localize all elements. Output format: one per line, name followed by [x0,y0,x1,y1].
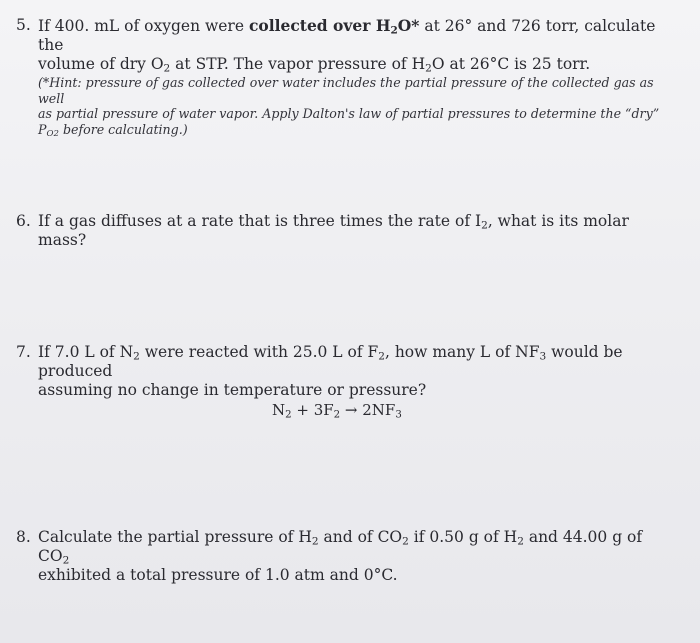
text-segment: before calculating.) [58,121,188,137]
question-8 [16,528,676,585]
question-7 [16,343,676,420]
question-5-row [16,16,676,137]
subscript: 2 [311,535,319,548]
reaction-equation [38,401,676,420]
subscript: 2 [402,535,409,548]
subscript: O2 [46,128,59,139]
text-segment: N [272,401,286,419]
text-segment: O at 26°C is 25 torr. [431,55,591,73]
text-segment: at STP. The vapor pressure of H [170,55,426,73]
text-segment: , how many L of NF [384,343,540,361]
question-6 [16,212,676,250]
text-segment: If a gas diffuses at a rate that is three times the rate of I [38,212,482,230]
text-segment: P [38,121,47,137]
question-7-line-2: assuming no change in temperature or pressure? [38,381,427,399]
question-number: 5. [16,16,31,34]
text-segment: collected over H [248,16,391,35]
question-7-line-1 [38,343,676,381]
text-segment: , what is its molar mass? [38,212,629,249]
question-number: 8. [16,528,31,546]
question-5-body [38,16,676,137]
text-segment: O* [397,16,420,35]
subscript: 2 [62,554,70,567]
subscript: 2 [333,409,341,421]
question-5-hint [38,75,676,137]
question-5-line-1 [38,16,676,55]
question-number: 7. [16,343,31,361]
subscript: 2 [133,350,140,363]
question-8-row [16,528,676,585]
question-7-row [16,343,676,420]
text-segment: and 44.00 g of CO [38,528,643,565]
bold-phrase [249,16,419,35]
question-7-body [38,343,676,420]
subscript: 2 [285,409,292,421]
question-number: 6. [16,212,31,230]
text-segment: and of CO [318,528,403,546]
subscript: 3 [395,409,402,421]
question-8-line-1 [38,528,676,566]
text-segment: If 7.0 L of N [38,343,134,361]
text-segment: if 0.50 g of H [408,528,518,546]
question-6-row [16,212,676,250]
subscript: 2 [390,24,398,37]
question-8-body [38,528,676,585]
subscript: 2 [163,62,171,75]
text-segment: Calculate the partial pressure of H [38,528,312,546]
question-6-body [38,212,676,250]
question-8-line-2: exhibited a total pressure of 1.0 atm and 0°C. [38,566,398,584]
subscript: 2 [378,350,385,363]
text-segment: at 26° and 726 torr, calculate the [38,17,656,54]
text-segment: were reacted with 25.0 L of F [139,343,379,361]
hint-line-3 [38,122,676,138]
text-segment: + 3F [291,401,334,419]
reaction-arrow: → 2NF [340,401,396,419]
subscript: 2 [517,535,524,548]
question-5-line-2 [38,55,676,74]
subscript: 3 [539,350,547,363]
text-segment: volume of dry O [38,55,164,73]
subscript: 2 [481,219,488,232]
text-segment: If 400. mL of oxygen were [38,17,249,35]
hint-line-1: (*Hint: pressure of gas collected over water includes the partial pressure of the collected gas as well [38,75,654,106]
question-5 [16,16,676,137]
text-segment: would be produced [38,343,623,380]
hint-line-2: as partial pressure of water vapor. Apply Dalton's law of partial pressures to determine the “dry” [38,106,660,121]
subscript: 2 [425,62,432,75]
